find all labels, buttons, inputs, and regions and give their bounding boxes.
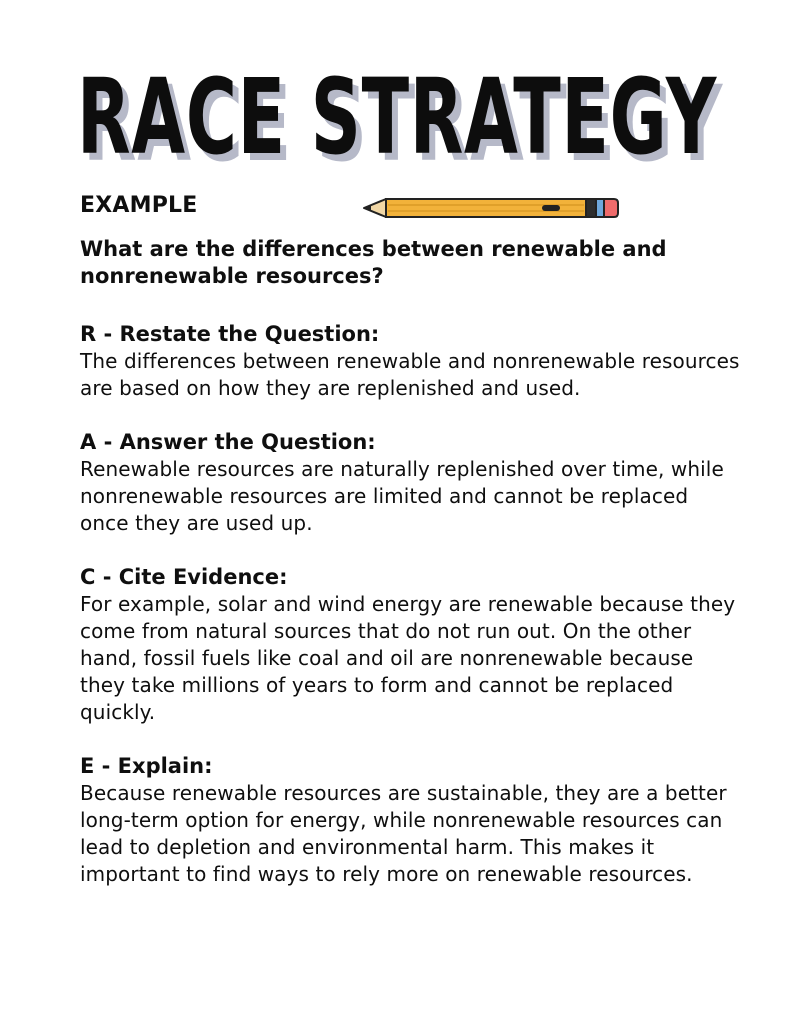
page-title-graphic bbox=[0, 52, 794, 182]
example-label: EXAMPLE bbox=[80, 193, 198, 218]
section-heading: C - Cite Evidence: bbox=[80, 565, 288, 589]
section-answer bbox=[80, 429, 740, 537]
page-title-banner bbox=[0, 52, 794, 182]
section-body: For example, solar and wind energy are renewable because they come from natural sources that do not run out. On the other hand, fossil fuels like coal and oil are nonrenewable because they take millions of years to form and cannot be replaced quickly. bbox=[80, 592, 736, 724]
section-cite bbox=[80, 564, 740, 726]
section-body: Renewable resources are naturally replenished over time, while nonrenewable resources are limited and cannot be replaced once they are used up. bbox=[80, 457, 724, 535]
section-explain bbox=[80, 753, 740, 888]
section-body: Because renewable resources are sustainable, they are a better long-term option for energy, while nonrenewable resources can lead to depletion and environmental harm. This makes it important to find ways to rely more on renewable resources. bbox=[80, 781, 727, 886]
question-text: What are the differences between renewable and nonrenewable resources? bbox=[80, 237, 667, 288]
example-content bbox=[80, 236, 740, 915]
section-heading: E - Explain: bbox=[80, 754, 213, 778]
section-heading: A - Answer the Question: bbox=[80, 430, 376, 454]
pencil-icon bbox=[360, 194, 622, 222]
page-title-shadow: RACE STRATEGY bbox=[83, 63, 724, 182]
page-title: RACE STRATEGY bbox=[77, 56, 718, 178]
section-body: The differences between renewable and nonrenewable resources are based on how they are replenished and used. bbox=[80, 349, 740, 400]
section-restate bbox=[80, 321, 740, 402]
section-heading: R - Restate the Question: bbox=[80, 322, 380, 346]
